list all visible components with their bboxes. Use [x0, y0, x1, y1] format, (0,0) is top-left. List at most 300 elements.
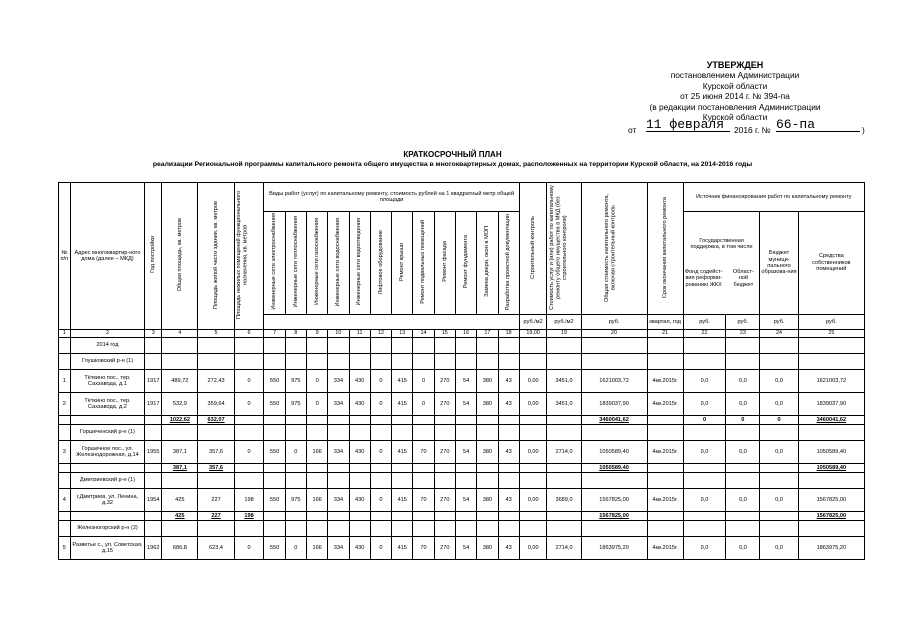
- table-cell: 430: [349, 441, 370, 464]
- table-cell: [726, 425, 760, 441]
- table-cell: 334: [328, 537, 349, 560]
- table-cell: 5: [59, 537, 71, 560]
- address-cell: Тёткино пос., тер. Сахзавода, д.2: [70, 393, 145, 416]
- table-cell: 0: [306, 393, 327, 416]
- total-living-cell: 357,6: [198, 464, 234, 473]
- table-cell: [370, 416, 391, 425]
- header-cell-total-cost: Общая стоимость капитального ремонта, включая строительный контроль: [581, 183, 647, 315]
- table-cell: [455, 512, 476, 521]
- table-cell: [370, 464, 391, 473]
- table-cell: 430: [349, 537, 370, 560]
- table-cell: 270: [434, 489, 455, 512]
- column-number-cell: 4: [162, 330, 198, 338]
- table-cell: [413, 512, 434, 521]
- table-cell: [198, 473, 234, 489]
- table-cell: 1621003,72: [581, 370, 647, 393]
- address-cell: Тёткино пос., тер. Сахзавода, д.1: [70, 370, 145, 393]
- table-cell: [70, 416, 145, 425]
- table-cell: [519, 338, 547, 354]
- table-cell: [455, 464, 476, 473]
- table-cell: 359,64: [198, 393, 234, 416]
- column-number-cell: 1: [59, 330, 71, 338]
- table-cell: [498, 354, 519, 370]
- header-cell-facade: Ремонт фасада: [434, 212, 455, 315]
- table-cell: [547, 512, 581, 521]
- table-cell: 3451,0: [547, 393, 581, 416]
- table-cell: [581, 473, 647, 489]
- column-number-cell: 21: [647, 330, 683, 338]
- table-cell: [145, 473, 162, 489]
- header-cell-works: Виды работ (услуг) по капитальному ремонту, стоимость рублей на 1 квадратный метр общей площади: [264, 183, 519, 212]
- total-municipal-cell: 0: [760, 416, 798, 425]
- year-label-cell: 2014 год: [70, 338, 145, 354]
- table-cell: 43: [498, 489, 519, 512]
- table-cell: [726, 338, 760, 354]
- table-cell: 54: [455, 489, 476, 512]
- header-cell-water: Инженерные сети водоснабжения: [328, 212, 349, 315]
- table-cell: 270: [434, 441, 455, 464]
- table-cell: [264, 473, 285, 489]
- table-cell: 0: [234, 441, 264, 464]
- table-cell: [285, 512, 306, 521]
- table-cell: [145, 425, 162, 441]
- total-area-cell: 387,1: [162, 464, 198, 473]
- plan-table-body: [59, 183, 865, 560]
- table-cell: [234, 338, 264, 354]
- table-cell: [519, 354, 547, 370]
- table-cell: [413, 521, 434, 537]
- table-cell: [455, 416, 476, 425]
- table-cell: [328, 521, 349, 537]
- table-cell: [198, 425, 234, 441]
- column-number-cell: 19,00: [519, 330, 547, 338]
- total-fund-cell: [683, 464, 726, 473]
- table-cell: 70: [413, 537, 434, 560]
- table-cell: 4: [59, 489, 71, 512]
- table-cell: [162, 338, 198, 354]
- table-cell: 0,0: [760, 393, 798, 416]
- table-cell: [59, 473, 71, 489]
- table-cell: 4кв.2015г.: [647, 489, 683, 512]
- table-cell: 532,9: [162, 393, 198, 416]
- table-cell: 270: [434, 370, 455, 393]
- table-cell: 1050589,40: [581, 441, 647, 464]
- total-row: [59, 464, 865, 473]
- table-cell: [455, 354, 476, 370]
- table-cell: 0: [234, 370, 264, 393]
- table-cell: [328, 473, 349, 489]
- table-cell: [477, 425, 498, 441]
- table-cell: 0: [370, 441, 391, 464]
- table-cell: [264, 512, 285, 521]
- total-regional-cell: 0: [726, 416, 760, 425]
- table-cell: [349, 512, 370, 521]
- table-cell: 1567825,00: [798, 489, 864, 512]
- section-row: [59, 473, 865, 489]
- unit-cell: руб./м2: [547, 315, 581, 330]
- table-row: [59, 441, 865, 464]
- table-cell: 0,00: [519, 489, 547, 512]
- table-cell: [547, 464, 581, 473]
- column-number-cell: 14: [413, 330, 434, 338]
- table-cell: [798, 473, 864, 489]
- approval-line: (в редакции постановления Администрации: [649, 101, 821, 112]
- table-cell: [760, 473, 798, 489]
- table-cell: 975: [285, 489, 306, 512]
- approval-line: Курской области: [702, 112, 768, 123]
- table-cell: 0: [370, 489, 391, 512]
- table-cell: 0: [413, 370, 434, 393]
- table-cell: [306, 473, 327, 489]
- table-cell: [413, 425, 434, 441]
- table-cell: 70: [413, 489, 434, 512]
- table-cell: [498, 464, 519, 473]
- table-cell: [798, 425, 864, 441]
- table-cell: 0,0: [760, 537, 798, 560]
- table-cell: [477, 354, 498, 370]
- column-number-cell: 6: [234, 330, 264, 338]
- table-cell: 0: [234, 393, 264, 416]
- table-cell: [145, 416, 162, 425]
- header-cell-owners: Средства собственников помещений: [798, 212, 864, 315]
- table-cell: [413, 416, 434, 425]
- table-cell: 334: [328, 489, 349, 512]
- column-number-cell: 2: [70, 330, 145, 338]
- table-cell: [162, 473, 198, 489]
- table-cell: 380: [477, 441, 498, 464]
- table-cell: [498, 473, 519, 489]
- table-cell: 425: [162, 489, 198, 512]
- table-cell: [370, 425, 391, 441]
- table-cell: 4кв.2015г.: [647, 370, 683, 393]
- table-cell: 4кв.2015г.: [647, 393, 683, 416]
- table-cell: [498, 512, 519, 521]
- table-cell: 550: [264, 370, 285, 393]
- unit-cell: руб.: [760, 315, 798, 330]
- total-area-cell: 1022,62: [162, 416, 198, 425]
- total-cost-cell: 1050589,40: [581, 464, 647, 473]
- table-cell: 54: [455, 393, 476, 416]
- address-cell: Разветье с., ул. Советская, д.15: [70, 537, 145, 560]
- table-cell: [306, 354, 327, 370]
- from-label: от: [628, 125, 637, 136]
- total-regional-cell: [726, 512, 760, 521]
- table-cell: 43: [498, 441, 519, 464]
- total-nonliving-cell: 198: [234, 512, 264, 521]
- table-cell: 1954: [145, 489, 162, 512]
- table-cell: [760, 354, 798, 370]
- column-number-cell: 22: [683, 330, 726, 338]
- table-cell: [581, 354, 647, 370]
- column-number-cell: 8: [285, 330, 306, 338]
- table-cell: [70, 512, 145, 521]
- section-name-cell: Глушковский р-н (1): [70, 354, 145, 370]
- table-cell: 0,0: [726, 370, 760, 393]
- table-cell: [328, 425, 349, 441]
- table-cell: [370, 354, 391, 370]
- table-cell: 357,6: [198, 441, 234, 464]
- column-number-cell: 9: [306, 330, 327, 338]
- table-cell: [455, 338, 476, 354]
- unit-cell: руб./м2: [519, 315, 547, 330]
- table-row: [59, 393, 865, 416]
- table-cell: 0,0: [683, 489, 726, 512]
- table-cell: 334: [328, 393, 349, 416]
- table-cell: [59, 521, 71, 537]
- total-owners-cell: 3460041,62: [798, 416, 864, 425]
- table-cell: [328, 416, 349, 425]
- total-nonliving-cell: [234, 464, 264, 473]
- table-cell: [455, 473, 476, 489]
- table-cell: [59, 416, 71, 425]
- table-cell: 550: [264, 537, 285, 560]
- table-cell: [647, 354, 683, 370]
- header-cell-basement: Ремонт подвальных помещений: [413, 212, 434, 315]
- total-cost-cell: 1567825,00: [581, 512, 647, 521]
- table-cell: 0,00: [519, 393, 547, 416]
- table-cell: 0,00: [519, 441, 547, 464]
- total-row: [59, 416, 865, 425]
- table-cell: [285, 338, 306, 354]
- table-cell: [455, 521, 476, 537]
- table-cell: [145, 338, 162, 354]
- table-cell: [59, 512, 71, 521]
- table-cell: [285, 354, 306, 370]
- table-cell: 334: [328, 370, 349, 393]
- header-cell-year: Год постройки: [145, 183, 162, 330]
- table-cell: [392, 473, 413, 489]
- table-cell: [59, 354, 71, 370]
- table-cell: [498, 338, 519, 354]
- table-cell: 0: [285, 441, 306, 464]
- table-cell: [683, 338, 726, 354]
- total-owners-cell: 1050589,40: [798, 464, 864, 473]
- table-cell: 0,0: [683, 370, 726, 393]
- table-cell: [328, 354, 349, 370]
- table-cell: 3689,0: [547, 489, 581, 512]
- table-cell: [434, 521, 455, 537]
- table-cell: [370, 512, 391, 521]
- unit-cell: руб.: [798, 315, 864, 330]
- table-cell: 0,0: [760, 370, 798, 393]
- total-nonliving-cell: [234, 416, 264, 425]
- header-cell-windows: Замена двери, окон в МОП: [477, 212, 498, 315]
- table-cell: [647, 425, 683, 441]
- table-cell: [760, 521, 798, 537]
- table-cell: 0,00: [519, 370, 547, 393]
- table-cell: 0,0: [726, 393, 760, 416]
- table-cell: 1839037,90: [798, 393, 864, 416]
- table-cell: [413, 473, 434, 489]
- header-cell-control: Строительный контроль: [519, 183, 547, 315]
- table-cell: 0,0: [683, 537, 726, 560]
- table-cell: [413, 354, 434, 370]
- column-number-cell: 23: [726, 330, 760, 338]
- table-row: [59, 537, 865, 560]
- header-cell-municipal: Бюджет муници-пального образова-ния: [760, 212, 798, 315]
- table-cell: 489,72: [162, 370, 198, 393]
- table-cell: 550: [264, 441, 285, 464]
- table-cell: 380: [477, 489, 498, 512]
- document-title-block: [0, 150, 905, 169]
- column-number-cell: 12: [370, 330, 391, 338]
- address-cell: Горшечное пос., ул. Железнодорожная, д.14: [70, 441, 145, 464]
- table-cell: [477, 473, 498, 489]
- table-cell: [647, 473, 683, 489]
- header-cell-lift: Лифтовое оборудование: [370, 212, 391, 315]
- table-cell: [59, 425, 71, 441]
- table-cell: [264, 354, 285, 370]
- table-cell: [392, 464, 413, 473]
- table-cell: [519, 473, 547, 489]
- table-cell: [328, 512, 349, 521]
- table-cell: 0,0: [726, 441, 760, 464]
- table-cell: 43: [498, 370, 519, 393]
- header-cell-nonliving-area: Площадь нежилых помещений функционального назначения, кв. метров: [234, 183, 264, 330]
- table-cell: 1050589,40: [798, 441, 864, 464]
- table-cell: [498, 416, 519, 425]
- table-cell: 0: [285, 537, 306, 560]
- table-cell: 1839037,90: [581, 393, 647, 416]
- table-cell: 0,0: [760, 441, 798, 464]
- unit-cell: руб.: [581, 315, 647, 330]
- table-cell: [498, 521, 519, 537]
- column-number-cell: 16: [455, 330, 476, 338]
- total-municipal-cell: [760, 512, 798, 521]
- table-cell: 975: [285, 370, 306, 393]
- table-cell: [234, 473, 264, 489]
- header-cell-unit-cost: Стоимость услуг и (или) работ по капитальному ремонту общего имущества в МКД (без строительного контроля): [547, 183, 581, 315]
- table-cell: [392, 354, 413, 370]
- table-cell: [59, 464, 71, 473]
- total-living-cell: 227: [198, 512, 234, 521]
- table-cell: 0,0: [726, 537, 760, 560]
- total-living-cell: 632,07: [198, 416, 234, 425]
- table-cell: 2714,0: [547, 537, 581, 560]
- table-cell: [392, 521, 413, 537]
- table-cell: [413, 464, 434, 473]
- table-cell: 0,0: [683, 393, 726, 416]
- table-cell: 70: [413, 441, 434, 464]
- table-cell: 380: [477, 393, 498, 416]
- unit-cell: руб.: [726, 315, 760, 330]
- table-cell: [285, 425, 306, 441]
- table-cell: 0: [234, 537, 264, 560]
- table-cell: [581, 521, 647, 537]
- table-cell: 1955: [145, 441, 162, 464]
- table-cell: 4кв.2015г.: [647, 441, 683, 464]
- table-cell: 4кв.2015г.: [647, 537, 683, 560]
- regional-label: Област-ной бюджет: [732, 268, 754, 288]
- table-cell: [145, 521, 162, 537]
- table-cell: [145, 354, 162, 370]
- table-cell: [162, 354, 198, 370]
- year-row: [59, 338, 865, 354]
- table-cell: [434, 464, 455, 473]
- section-name-cell: Железногорский р-н (2): [70, 521, 145, 537]
- table-cell: 227: [198, 489, 234, 512]
- total-fund-cell: 0: [683, 416, 726, 425]
- approval-line: постановлением Администрации: [670, 70, 800, 81]
- column-number-cell: 17: [477, 330, 498, 338]
- table-cell: [647, 512, 683, 521]
- table-cell: [519, 521, 547, 537]
- table-cell: [392, 416, 413, 425]
- table-cell: [306, 425, 327, 441]
- table-cell: [306, 338, 327, 354]
- table-cell: 2714,0: [547, 441, 581, 464]
- table-cell: [370, 338, 391, 354]
- table-cell: [306, 416, 327, 425]
- table-cell: [455, 425, 476, 441]
- table-cell: [392, 338, 413, 354]
- header-cell-roof: Ремонт крыши: [392, 212, 413, 315]
- table-cell: 0,0: [760, 489, 798, 512]
- table-cell: 1567825,00: [581, 489, 647, 512]
- section-name-cell: Горшеченский р-н (1): [70, 425, 145, 441]
- document-title: КРАТКОСРОЧНЫЙ ПЛАН: [403, 150, 502, 159]
- table-cell: [285, 416, 306, 425]
- table-cell: [547, 338, 581, 354]
- approved-heading: УТВЕРЖДЕН: [706, 60, 764, 70]
- approval-line: Курской области: [702, 80, 768, 91]
- handwritten-number: 66-па: [776, 120, 860, 131]
- close-paren: ): [862, 125, 865, 136]
- column-number-cell: 24: [760, 330, 798, 338]
- table-cell: 54: [455, 370, 476, 393]
- table-cell: [434, 354, 455, 370]
- table-cell: 1917: [145, 370, 162, 393]
- table-cell: [370, 473, 391, 489]
- table-cell: [349, 521, 370, 537]
- table-cell: [392, 512, 413, 521]
- header-cell-design: Разработка проектной документации: [498, 212, 519, 315]
- table-cell: 0: [370, 537, 391, 560]
- table-cell: [285, 521, 306, 537]
- plan-table: [58, 182, 865, 560]
- table-cell: [306, 521, 327, 537]
- table-cell: [370, 521, 391, 537]
- table-cell: [477, 338, 498, 354]
- column-number-cell: 25: [798, 330, 864, 338]
- table-cell: 198: [234, 489, 264, 512]
- header-cell-living-area: Площадь жилой части здания, кв. метров: [198, 183, 234, 330]
- table-cell: 0: [413, 393, 434, 416]
- table-cell: [306, 464, 327, 473]
- table-row: [59, 489, 865, 512]
- table-cell: [547, 425, 581, 441]
- table-cell: [413, 338, 434, 354]
- section-name-cell: Дмитриевский р-н (1): [70, 473, 145, 489]
- table-cell: 0,00: [519, 537, 547, 560]
- table-cell: 43: [498, 393, 519, 416]
- table-cell: [798, 521, 864, 537]
- table-cell: 43: [498, 537, 519, 560]
- table-cell: 166: [306, 441, 327, 464]
- table-cell: [349, 354, 370, 370]
- document-subtitle: реализации Региональной программы капитального ремонта общего имущества в многоквартирных домах, расположенных на территории Курской области, на 2014-2016 годы: [152, 161, 753, 168]
- table-cell: 550: [264, 489, 285, 512]
- table-cell: 334: [328, 441, 349, 464]
- table-cell: [726, 473, 760, 489]
- header-cell-deadline: Срок окончания капитального ремонта: [647, 183, 683, 315]
- table-cell: [477, 464, 498, 473]
- section-row: [59, 354, 865, 370]
- table-cell: [198, 354, 234, 370]
- table-cell: 54: [455, 441, 476, 464]
- table-cell: [434, 512, 455, 521]
- table-cell: [264, 416, 285, 425]
